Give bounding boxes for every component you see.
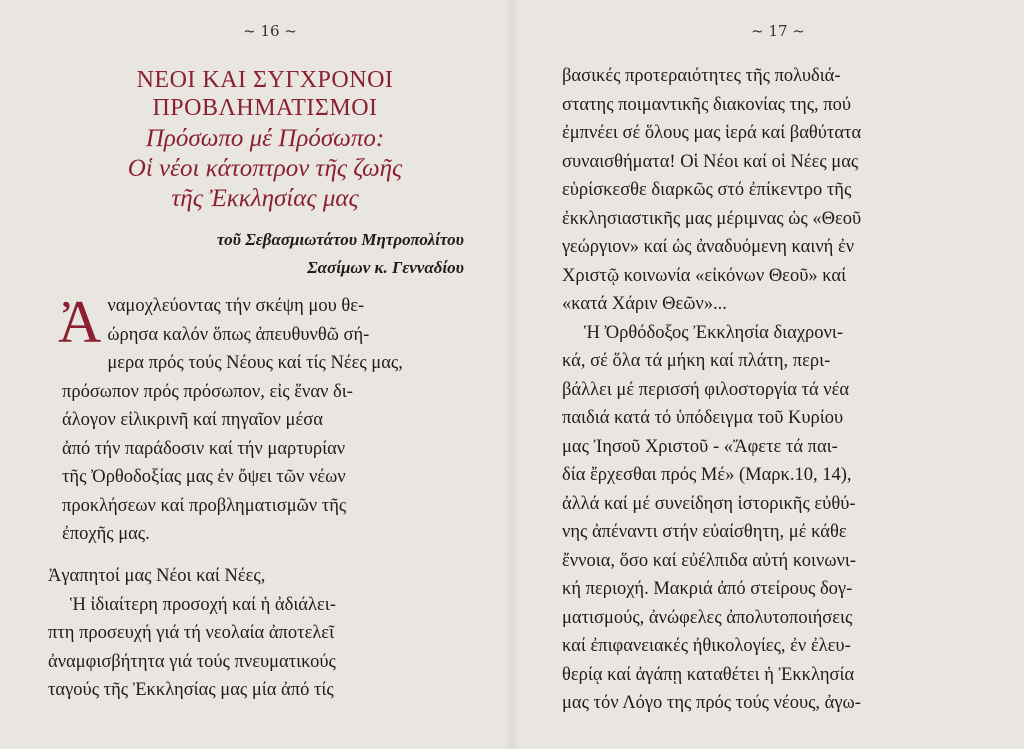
text-line: ἀλλά καί μέ συνείδηση ἱστορικῆς εὐθύ- bbox=[562, 493, 856, 514]
text-line: παιδιά κατά τό ὑπόδειγμα τοῦ Κυρίου bbox=[562, 408, 844, 428]
text-line: γεώργιον» καί ὡς ἀναδυόμενη καινή ἐν bbox=[562, 237, 855, 257]
drop-cap: Ἀ bbox=[58, 289, 102, 355]
text-line: μας Ἰησοῦ Χριστοῦ - «Ἄφετε τά παι- bbox=[562, 436, 838, 457]
title-line-2: ΠΡΟΒΛΗΜΑΤΙΣΜΟΙ bbox=[152, 95, 378, 121]
author-byline bbox=[217, 226, 464, 282]
title-line-1: ΝΕΟΙ ΚΑΙ ΣΥΓΧΡΟΝΟΙ bbox=[136, 67, 394, 93]
second-paragraph bbox=[48, 562, 468, 705]
right-body-text bbox=[562, 62, 982, 718]
text-line: ἐκκλησιαστικῆς μας μέριμνας ὡς «Θεοῦ bbox=[562, 208, 862, 229]
text-line: θερίᾳ καί ἀγάπῃ καταθέτει ἡ Ἐκκλησία bbox=[562, 664, 855, 685]
text-line: ματισμούς, ἀνώφελες ἀπολυτοποιήσεις bbox=[562, 607, 853, 628]
salutation: Ἀγαπητοί μας Νέοι καί Νέες, bbox=[48, 566, 266, 586]
text-line: άλογον εἰλικρινῆ καί πηγαῖον μέσα bbox=[62, 410, 323, 430]
page-number-left: ~ 16 ~ bbox=[243, 22, 297, 40]
subtitle-line-1: Πρόσωπο μέ Πρόσωπο: bbox=[145, 125, 385, 152]
text-line: καί ἐπιφανειακές ἠθικολογίες, ἐν ἐλευ- bbox=[562, 636, 851, 656]
author-line-2: Σασίμων κ. Γενναδίου bbox=[307, 258, 464, 277]
text-line: προκλήσεων καί προβληματισμῶν τῆς bbox=[62, 495, 347, 516]
text-line: ἐποχῆς μας. bbox=[62, 524, 150, 544]
subtitle-line-3: τῆς Ἐκκλησίας μας bbox=[171, 185, 359, 212]
text-line: κή περιοχή. Μακριά ἀπό στείρους δογ- bbox=[562, 579, 853, 599]
article-subtitle bbox=[60, 124, 470, 214]
text-line: ἀπό τήν παράδοσιν καί τήν μαρτυρίαν bbox=[62, 438, 346, 459]
text-line: ώρησα καλόν ὅπως ἀπευθυνθῶ σή- bbox=[107, 324, 370, 345]
text-line: Ἡ ἰδιαίτερη προσοχή καί ἡ ἀδιάλει- bbox=[70, 594, 336, 615]
text-line: βασικές προτεραιότητες τῆς πολυδιά- bbox=[562, 66, 841, 86]
text-line: Ἡ Ὀρθόδοξος Ἐκκλησία διαχρονι- bbox=[584, 322, 844, 343]
text-line: πρόσωπον πρός πρόσωπον, εἰς ἕναν δι- bbox=[62, 381, 353, 402]
text-line: τῆς Ὀρθοδοξίας μας ἐν ὄψει τῶν νέων bbox=[62, 467, 346, 487]
subtitle-line-2: Οἱ νέοι κάτοπτρον τῆς ζωῆς bbox=[127, 155, 403, 182]
text-line: ἐμπνέει σέ ὅλους μας ἱερά καί βαθύτατα bbox=[562, 123, 862, 143]
text-line: πτη προσευχή γιά τή νεολαία ἀποτελεῖ bbox=[48, 623, 335, 643]
author-line-1: τοῦ Σεβασμιωτάτου Μητροπολίτου bbox=[216, 230, 464, 249]
text-line: στατης ποιμαντικῆς διακονίας της, πού bbox=[562, 94, 852, 115]
text-line: Χριστῷ κοινωνία «εἰκόνων Θεοῦ» καί bbox=[562, 265, 847, 286]
article-title bbox=[60, 66, 470, 122]
text-line: μερα πρός τούς Νέους καί τίς Νέες μας, bbox=[107, 353, 403, 373]
text-line: βάλλει μέ περισσή φιλοστοργία τά νέα bbox=[562, 379, 850, 400]
page-number-right: ~ 17 ~ bbox=[751, 22, 805, 40]
text-line: εὑρίσκεσθε διαρκῶς στό ἐπίκεντρο τῆς bbox=[562, 180, 852, 200]
text-line: συναισθήματα! Οἱ Νέοι καί οἱ Νέες μας bbox=[562, 151, 859, 172]
text-line: ἔννοια, ὅσο καί εὐέλπιδα αὐτή κοινωνι- bbox=[562, 550, 857, 571]
text-line: ναμοχλεύοντας τήν σκέψη μου θε- bbox=[107, 296, 365, 316]
text-line: δία ἔρχεσθαι πρός Μέ» (Μαρκ.10, 14), bbox=[562, 465, 852, 485]
opening-paragraph bbox=[58, 289, 474, 549]
text-line: «κατά Χάριν Θεῶν»... bbox=[562, 294, 727, 314]
text-line: νης ἀπέναντι στήν εὐαίσθητη, μέ κάθε bbox=[562, 522, 847, 542]
text-line: ἀναμφισβήτητα γιά τούς πνευματικούς bbox=[48, 651, 336, 672]
text-line: ταγούς τῆς Ἐκκλησίας μας μία ἀπό τίς bbox=[48, 680, 334, 700]
text-line: μας τόν Λόγο της πρός τούς νέους, ἀγω- bbox=[562, 693, 861, 713]
text-line: κά, σέ ὅλα τά μήκη καί πλάτη, περι- bbox=[562, 351, 831, 371]
